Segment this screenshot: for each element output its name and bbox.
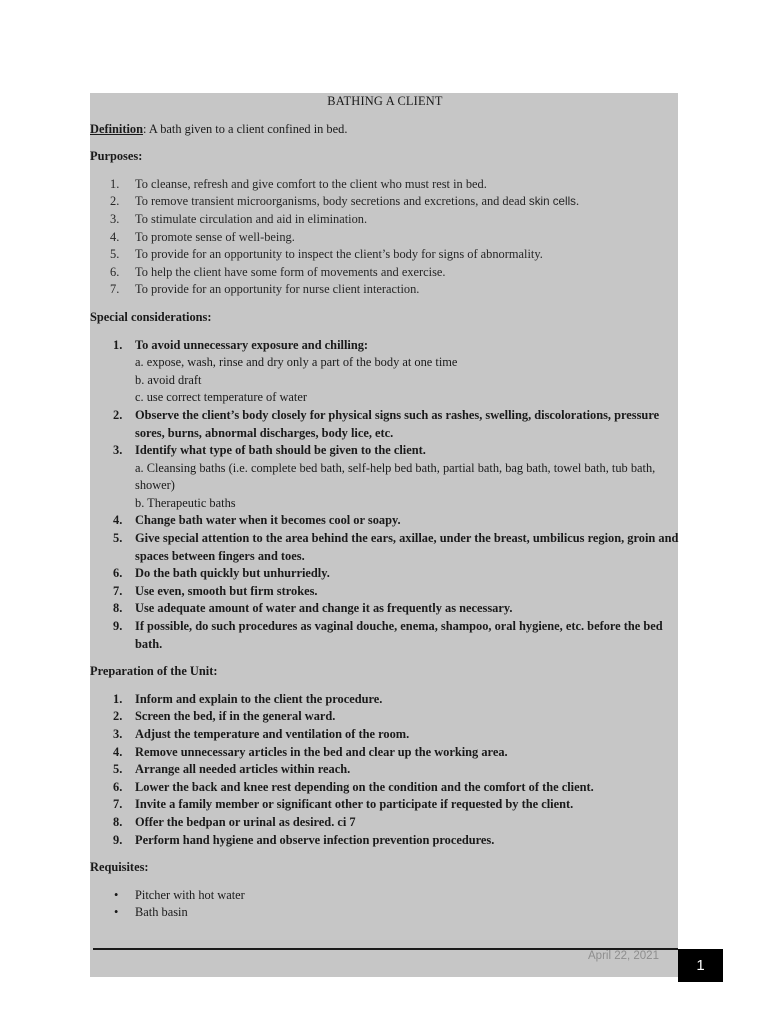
bullet-icon: • xyxy=(114,887,119,902)
list-number: 5. xyxy=(113,531,123,546)
list-text: To promote sense of well-being. xyxy=(135,229,295,244)
list-number: 7. xyxy=(113,583,123,598)
list-text: To provide for an opportunity to inspect the client’s body for signs of abnormality. xyxy=(135,247,543,262)
list-number: 7. xyxy=(113,797,123,812)
definition-text: : A bath given to a client confined in bed. xyxy=(143,121,348,136)
page-number: 1 xyxy=(678,949,723,982)
purposes-heading: Purposes: xyxy=(90,149,143,164)
list-item xyxy=(90,246,680,264)
list-number: 1. xyxy=(110,176,120,191)
list-item xyxy=(90,281,680,299)
list-item xyxy=(90,229,680,247)
definition-label: Definition xyxy=(90,121,144,136)
list-item xyxy=(90,904,680,922)
list-number: 6. xyxy=(113,779,123,794)
list-number: 4. xyxy=(110,229,120,244)
list-number: 9. xyxy=(113,619,123,634)
list-item xyxy=(90,779,680,797)
sub-item: b. avoid draft xyxy=(135,372,202,387)
list-number: 8. xyxy=(113,601,123,616)
list-item xyxy=(90,814,680,832)
list-text-end: . xyxy=(575,194,580,209)
list-number: 2. xyxy=(113,407,123,422)
list-text: To cleanse, refresh and give comfort to the client who must rest in bed. xyxy=(135,176,487,191)
list-text: Identify what type of bath should be given to the client. xyxy=(135,443,426,458)
list-number: 1. xyxy=(113,337,123,352)
list-item xyxy=(90,512,680,530)
list-number: 6. xyxy=(113,566,123,581)
list-number: 7. xyxy=(110,282,120,297)
sub-item: a. Cleansing baths (i.e. complete bed bath, self-help bed bath, partial bath, bag bath, towel bath, tub bath, shower) xyxy=(135,460,656,493)
list-item xyxy=(90,583,680,601)
list-number: 5. xyxy=(113,762,123,777)
list-item xyxy=(90,761,680,779)
list-text: To help the client have some form of movements and exercise. xyxy=(135,264,446,279)
sub-item: a. expose, wash, rinse and dry only a part of the body at one time xyxy=(135,355,458,370)
list-text: Give special attention to the area behind the ears, axillae, under the breast, umbilicus region, groin and spaces between fingers and toes. xyxy=(135,531,679,563)
list-text: To provide for an opportunity for nurse client interaction. xyxy=(135,282,420,297)
list-text: Use adequate amount of water and change it as frequently as necessary. xyxy=(135,601,513,616)
list-text: If possible, do such procedures as vaginal douche, enema, shampoo, oral hygiene, etc. before the bed bath. xyxy=(135,619,663,651)
list-text: Adjust the temperature and ventilation of the room. xyxy=(135,727,410,741)
list-text: Offer the bedpan or urinal as desired. ci 7 xyxy=(135,814,356,829)
list-item xyxy=(90,708,680,726)
list-text-emphasis: skin cells xyxy=(528,195,576,209)
list-text: To avoid unnecessary exposure and chilling: xyxy=(135,337,369,352)
list-item xyxy=(90,726,680,744)
special-considerations-heading: Special considerations: xyxy=(90,309,212,324)
list-text: Invite a family member or significant other to participate if requested by the client. xyxy=(135,797,574,812)
list-number: 4. xyxy=(113,744,123,759)
list-item xyxy=(90,618,680,653)
list-text: To remove transient microorganisms, body secretions and excretions, and dead xyxy=(135,194,529,209)
list-text: Change bath water when it becomes cool or soapy. xyxy=(135,513,401,528)
list-text: Pitcher with hot water xyxy=(135,887,245,902)
requisites-list xyxy=(90,887,680,922)
list-item xyxy=(90,264,680,282)
definition xyxy=(90,121,680,139)
list-number: 2. xyxy=(110,194,120,209)
list-number: 3. xyxy=(110,211,120,226)
special-considerations-list xyxy=(90,337,680,654)
list-item xyxy=(90,176,680,194)
list-number: 6. xyxy=(110,264,120,279)
list-text: Perform hand hygiene and observe infection prevention procedures. xyxy=(135,832,495,847)
list-item xyxy=(90,796,680,814)
document-body xyxy=(90,93,680,932)
preparation-list xyxy=(90,691,680,849)
footer-date: April 22, 2021 xyxy=(588,950,659,962)
list-number: 1. xyxy=(113,691,123,706)
list-item xyxy=(90,832,680,850)
document-title: BATHING A CLIENT xyxy=(327,94,443,108)
preparation-heading: Preparation of the Unit: xyxy=(90,664,218,679)
list-number: 9. xyxy=(113,832,123,847)
list-item xyxy=(90,744,680,762)
list-number: 3. xyxy=(113,443,123,458)
list-number: 8. xyxy=(113,814,123,829)
list-item xyxy=(90,193,680,211)
list-item xyxy=(90,887,680,905)
list-text: Remove unnecessary articles in the bed and clear up the working area. xyxy=(135,744,508,759)
list-text: Lower the back and knee rest depending on the condition and the comfort of the client. xyxy=(135,779,594,794)
list-item xyxy=(90,565,680,583)
sub-item: c. use correct temperature of water xyxy=(135,390,307,405)
list-item xyxy=(90,600,680,618)
list-text: Use even, smooth but firm strokes. xyxy=(135,583,318,598)
list-item xyxy=(90,530,680,565)
purposes-list xyxy=(90,176,680,299)
list-item xyxy=(90,211,680,229)
list-item xyxy=(90,337,680,407)
list-number: 3. xyxy=(113,727,123,741)
list-text: Observe the client’s body closely for physical signs such as rashes, swelling, discolorations, pressure sores, burns, abnormal discharges, body lice, etc. xyxy=(135,407,660,440)
list-item xyxy=(90,691,680,709)
list-number: 2. xyxy=(113,709,123,724)
list-text: Do the bath quickly but unhurriedly. xyxy=(135,566,330,581)
list-text: To stimulate circulation and aid in elimination. xyxy=(135,211,368,226)
sub-item: b. Therapeutic baths xyxy=(135,495,236,510)
list-item xyxy=(90,407,680,442)
list-text: Bath basin xyxy=(135,905,188,920)
list-number: 5. xyxy=(110,247,120,262)
requisites-heading: Requisites: xyxy=(90,860,149,875)
list-number: 4. xyxy=(113,513,123,528)
list-text: Arrange all needed articles within reach. xyxy=(135,762,351,777)
list-item xyxy=(90,442,680,512)
list-text: Screen the bed, if in the general ward. xyxy=(135,709,336,724)
bullet-icon: • xyxy=(114,905,119,920)
list-text: Inform and explain to the client the procedure. xyxy=(135,691,383,706)
